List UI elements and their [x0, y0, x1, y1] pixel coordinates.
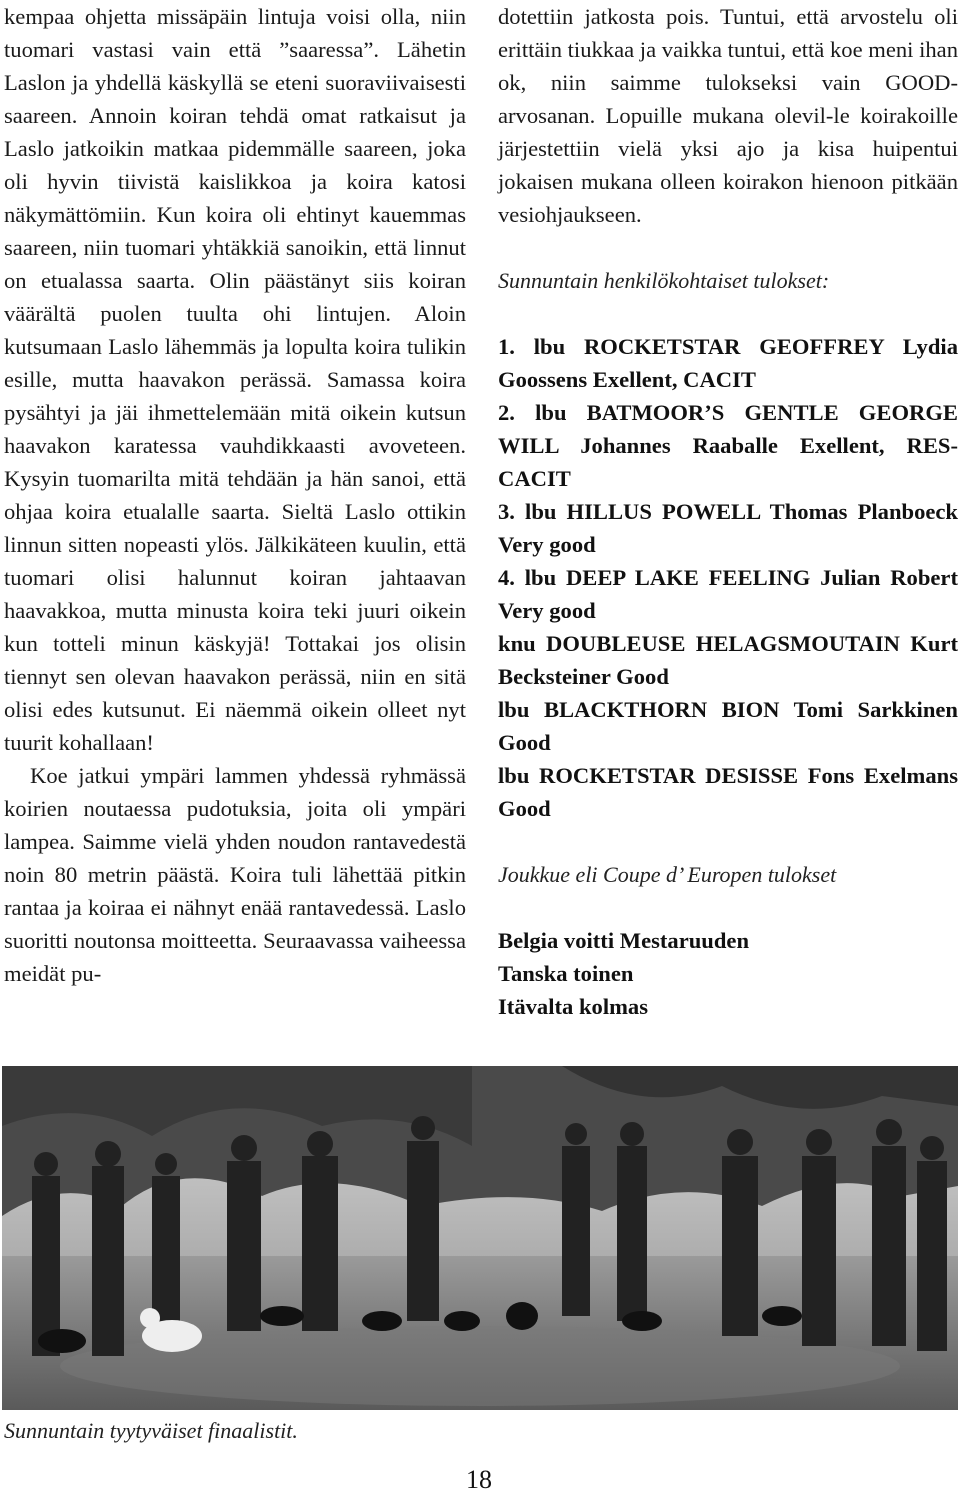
results-list — [498, 330, 958, 825]
team-results-heading: Joukkue eli Coupe d’ Europen tulokset — [498, 862, 837, 887]
result-item: 3. lbu HILLUS POWELL Thomas Planboeck Very good — [498, 499, 958, 557]
photo-caption: Sunnuntain tyytyväiset finaalistit. — [4, 1418, 298, 1443]
result-item: knu DOUBLEUSE HELAGSMOUTAIN Kurt Becksteiner Good — [498, 631, 958, 689]
team-result-line: Itävalta kolmas — [498, 994, 649, 1019]
team-result-line: Belgia voitti Mestaruuden — [498, 928, 750, 953]
body-paragraph-1: kempaa ohjetta missäpäin lintuja voisi olla, niin tuomari vastasi vain että ”saaressa”. Lähetin Laslon ja yhdellä käskyllä se eteni suoraviivaisesti saareen. Annoin koiran tehdä omat ratkaisut ja Laslo jatkoikin matkaa pidemmälle saareen, joka oli hyvin tiivistä kaislikkoa ja koira katosi näkymättömiin. Kun koira oli ehtinyt kauemmas saareen, niin tuomari yhtäkkiä sanoikin, että linnut on etualassa saarta. Olin päästänyt siis koiran väärältä puolen tuulta ohi lintujen. Aloin kutsumaan Laslo lähemmäs ja lopulta koira tulikin esille, mutta haavakon perässä. Samassa koira pysähtyi ja jäi ihmettelemään mitä oikein kutsun haavakon karatessa vauhdikkaasti avoveteen. Kysyin tuomarilta mitä tehdään ja hän sanoi, että ohjaa koira etualalle saarta. Sieltä Laslo ottikin linnun sitten nopeasti ylös. Jälkikäteen kuulin, että tuomari olisi halunnut koiran jahtaavan haavakkoa, mutta minusta koira teki juuri oikein kun totteli minun käskyjä! Tottakai jos olisin tiennyt sen olevan haavakon perässä, niin en sitä olisi edes kutsunut. Ei näemmä oikein olleet nyt tuurit kohallaan! — [4, 4, 466, 755]
result-item: 1. lbu ROCKETSTAR GEOFFREY Lydia Goossens Exellent, CACIT — [498, 334, 958, 392]
result-item: 2. lbu BATMOOR’S GENTLE GEORGE WILL Johannes Raaballe Exellent, RES-CACIT — [498, 400, 958, 491]
right-column — [498, 0, 958, 1023]
left-column — [4, 0, 466, 990]
page-number: 18 — [466, 1465, 492, 1494]
results-heading: Sunnuntain henkilökohtaiset tulokset: — [498, 268, 830, 293]
group-photo-illustration — [2, 1066, 958, 1410]
body-paragraph-3: dotettiin jatkosta pois. Tuntui, että arvostelu oli erittäin tiukkaa ja vaikka tuntui, että koe meni ihan ok, niin saimme tulokseksi vain GOOD-arvosanan. Lopuille mukana olevil-le koirakoille järjestettiin vielä yksi ajo ja kisa huipentui jokaisen mukana olleen koirakon hienoon pitkään vesiohjaukseen. — [498, 4, 958, 227]
group-photo — [2, 1066, 958, 1410]
result-item: lbu BLACKTHORN BION Tomi Sarkkinen Good — [498, 697, 958, 755]
body-paragraph-2: Koe jatkui ympäri lammen yhdessä ryhmässä koirien noutaessa pudotuksia, joita oli ympäri lampea. Saimme vielä yhden noudon rantavedestä noin 80 metrin päästä. Koira tuli lähettää pitkin rantaa ja koiraa ei nähnyt enää rantavedessä. Laslo suoritti noutonsa moitteetta. Seuraavassa vaiheessa meidät pu- — [4, 763, 466, 986]
result-item: 4. lbu DEEP LAKE FEELING Julian Robert Very good — [498, 565, 958, 623]
result-item: lbu ROCKETSTAR DESISSE Fons Exelmans Good — [498, 763, 958, 821]
team-result-line: Tanska toinen — [498, 961, 634, 986]
